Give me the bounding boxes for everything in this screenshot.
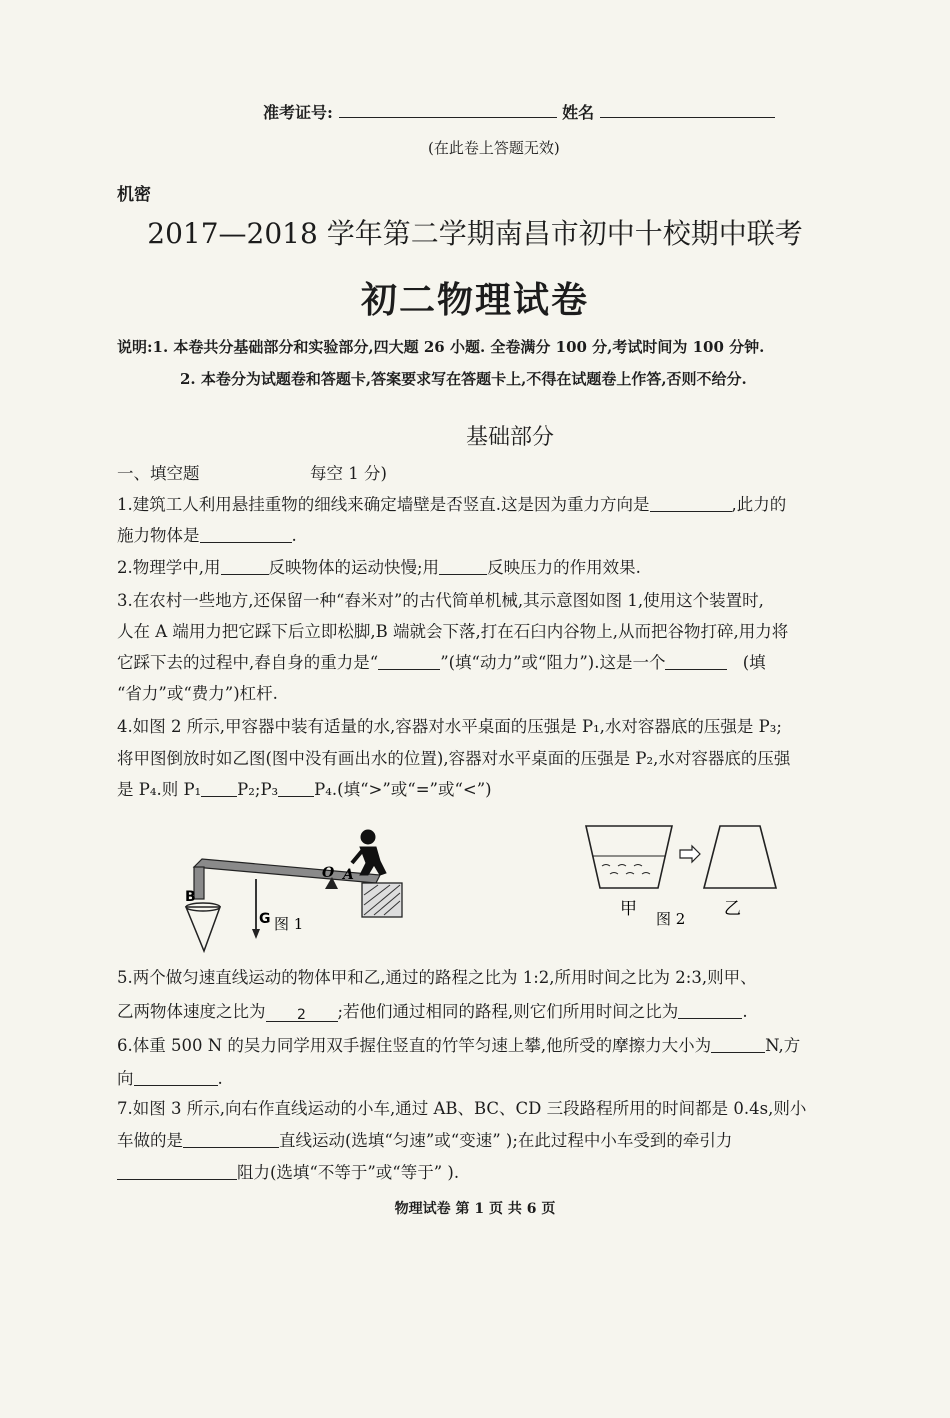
page-footer: 物理试卷 第 1 页 共 6 页 — [394, 1201, 556, 1217]
q3-text-d: ”(填“动力”或“阻力”).这是一个 — [440, 653, 666, 672]
part-label: 一、填空题 — [117, 464, 200, 483]
q3-blank-2 — [665, 653, 727, 670]
q7-blank-1 — [183, 1131, 279, 1148]
part-header — [117, 464, 387, 484]
q3-text-e: (填 — [742, 653, 766, 672]
q6-text-b: N,方 — [765, 1036, 801, 1055]
q4-blank-1 — [201, 780, 237, 797]
figure-1-caption: 图 1 — [274, 915, 304, 933]
q6-text-d: . — [217, 1069, 223, 1088]
part-note: 每空 1 分) — [310, 464, 387, 483]
q1-text-d: . — [291, 526, 297, 545]
q2-text-c: 反映压力的作用效果. — [487, 558, 641, 577]
label-A: A — [343, 867, 354, 883]
exam-id-blank — [339, 103, 557, 118]
question-7-line-1: 7.如图 3 所示,向右作直线运动的小车,通过 AB、BC、CD 三段路程所用的时间都是 0.4s,则小 — [117, 1099, 807, 1118]
person-icon — [352, 830, 386, 875]
question-7-line-2 — [117, 1131, 732, 1151]
figure-1-lever — [180, 825, 420, 960]
question-6-line-1 — [117, 1036, 800, 1056]
label-jia: 甲 — [620, 899, 637, 919]
q6-blank-2 — [134, 1069, 218, 1086]
question-3-line-4: “省力”或“费力”)杠杆. — [117, 684, 278, 703]
label-yi: 乙 — [724, 899, 741, 919]
q1-blank-2 — [200, 526, 292, 543]
q1-text-a: 1.建筑工人利用悬挂重物的细线来确定墙壁是否竖直.这是因为重力方向是 — [117, 495, 650, 514]
question-2 — [117, 558, 641, 578]
exam-id-label: 准考证号: — [263, 103, 333, 122]
q1-text-c: 施力物体是 — [117, 526, 200, 545]
figure-2-containers — [580, 820, 790, 930]
q1-blank-1 — [650, 495, 732, 512]
container-yi — [704, 826, 776, 888]
q4-blank-2 — [278, 780, 314, 797]
label-O: O — [322, 865, 335, 881]
q5-text-c: ;若他们通过相同的路程,则它们所用时间之比为 — [337, 1002, 679, 1021]
mortar-icon — [186, 907, 220, 951]
arrow-right-icon — [680, 846, 700, 862]
name-blank — [600, 103, 775, 118]
q4-text-e: P₄.(填“>”或“=”或“<”) — [314, 780, 492, 799]
section-title: 基础部分 — [465, 425, 554, 450]
question-5-line-2 — [117, 1002, 748, 1022]
exam-id-row — [263, 100, 775, 123]
question-1-line-1 — [117, 495, 786, 515]
q4-text-c: 是 P₄.则 P₁ — [117, 780, 202, 799]
q2-text-a: 2.物理学中,用 — [117, 558, 221, 577]
question-4-line-3 — [117, 780, 492, 800]
question-4-line-2: 将甲图倒放时如乙图(图中没有画出水的位置),容器对水平桌面的压强是 P₂,水对容器底的压强 — [117, 749, 791, 768]
container-jia — [586, 826, 672, 888]
q3-text-c: 它踩下去的过程中,舂自身的重力是“ — [117, 653, 379, 672]
q5-blank-2 — [678, 1002, 742, 1019]
q7-text-c: 直线运动(选填“匀速”或“变速” );在此过程中小车受到的牵引力 — [279, 1131, 733, 1150]
label-B: B — [185, 889, 196, 905]
exam-title: 2017—2018 学年第二学期南昌市初中十校期中联考 — [147, 217, 803, 250]
q7-text-d: 阻力(选填“不等于”或“等于” ). — [237, 1163, 460, 1182]
instruction-line-1: 说明:1. 本卷共分基础部分和实验部分,四大题 26 小题. 全卷满分 100 分,考试时间为 100 分钟. — [117, 338, 765, 356]
subject-title: 初二物理试卷 — [360, 279, 589, 321]
q3-blank-1 — [378, 653, 440, 670]
label-G: G — [259, 911, 271, 927]
q2-blank-2 — [439, 558, 487, 575]
name-label: 姓名 — [562, 103, 595, 122]
no-answer-note: (在此卷上答题无效) — [428, 139, 560, 157]
q4-text-d: P₂;P₃ — [237, 780, 279, 799]
figure-2-caption: 图 2 — [656, 910, 686, 928]
question-7-line-3 — [117, 1163, 459, 1183]
q7-text-b: 车做的是 — [117, 1131, 183, 1150]
q5-blank-1: 2 — [266, 1005, 338, 1022]
q6-text-a: 6.体重 500 N 的吴力同学用双手握住竖直的竹竿匀速上攀,他所受的摩擦力大小为 — [117, 1036, 712, 1055]
question-3-line-2: 人在 A 端用力把它踩下后立即松脚,B 端就会下落,打在石臼内谷物上,从而把谷物打碎,用力将 — [117, 622, 789, 641]
question-5-line-1: 5.两个做匀速直线运动的物体甲和乙,通过的路程之比为 1:2,所用时间之比为 2:3,则甲、 — [117, 968, 757, 987]
q5-text-b: 乙两物体速度之比为 — [117, 1002, 266, 1021]
question-4-line-1: 4.如图 2 所示,甲容器中装有适量的水,容器对水平桌面的压强是 P₁,水对容器底的压强是 P₃; — [117, 717, 782, 736]
q2-blank-1 — [221, 558, 269, 575]
q1-text-b: ,此力的 — [731, 495, 787, 514]
instruction-line-2: 2. 本卷分为试题卷和答题卡,答案要求写在答题卡上,不得在试题卷上作答,否则不给分. — [180, 370, 747, 388]
question-1-line-2 — [117, 526, 297, 546]
q6-text-c: 向 — [117, 1069, 134, 1088]
confidential-label: 机密 — [117, 185, 151, 205]
question-3-line-3 — [117, 653, 766, 673]
question-3-line-1: 3.在农村一些地方,还保留一种“舂米对”的古代简单机械,其示意图如图 1,使用这个装置时, — [117, 591, 764, 610]
q6-blank-1 — [711, 1036, 765, 1053]
q5-text-d: . — [742, 1002, 748, 1021]
question-6-line-2 — [117, 1069, 223, 1089]
q2-text-b: 反映物体的运动快慢;用 — [268, 558, 440, 577]
q7-blank-2 — [117, 1163, 237, 1180]
